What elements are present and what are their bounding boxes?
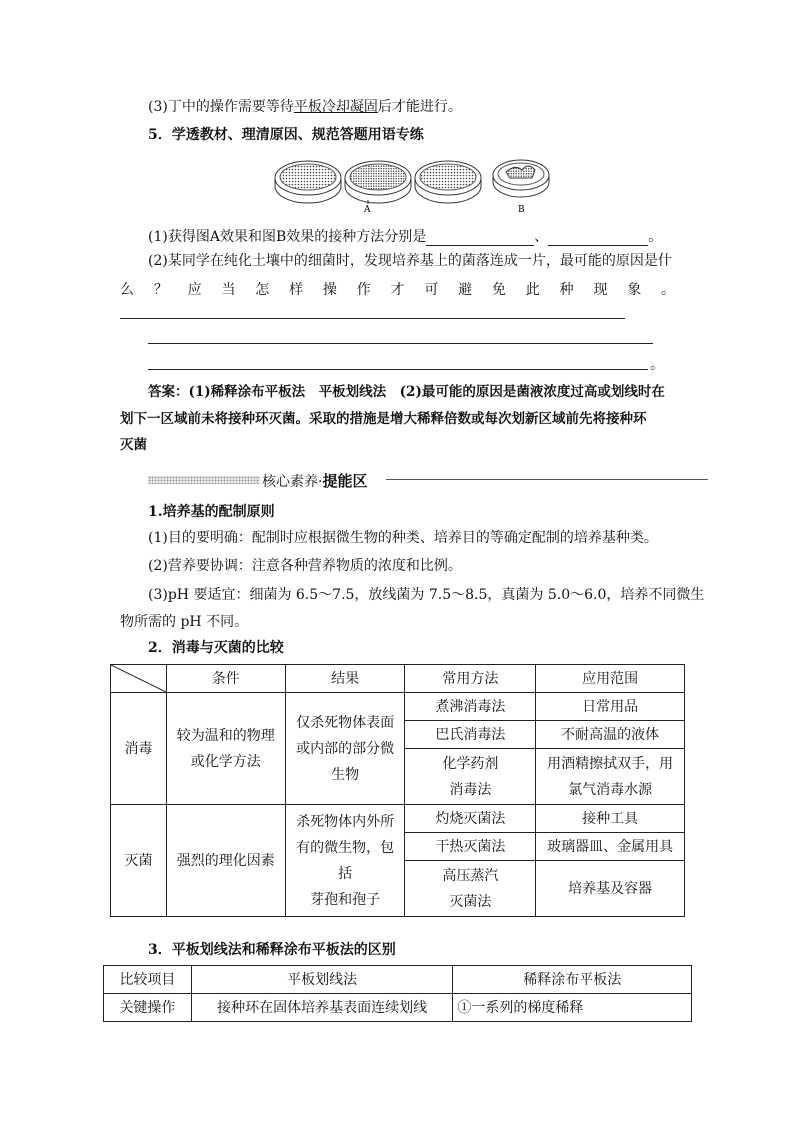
q5-2-char: 怎 [255,282,270,298]
q5-2-char: 现 [593,282,608,298]
answer-line3: 灭菌 [120,437,147,453]
item3-prefix: (3)丁中的操作需要等待 [148,99,294,115]
core-header-dot: · [318,474,323,490]
petri-dish-a3 [415,161,481,203]
header-dots-decoration [148,476,260,484]
row-label-sterilize: 灭菌 [111,805,167,917]
use-cell: 接种工具 [536,805,685,833]
table-header-row [104,966,692,994]
method-cell: 巴氏消毒法 [405,721,536,749]
q5-2-char: 操 [322,282,337,298]
p3-title: 3．平板划线法和稀释涂布平板法的区别 [148,942,396,958]
table-header-cell: 应用范围 [536,665,685,693]
table-header-cell: 常用方法 [405,665,536,693]
table-cell: 接种环在固体培养基表面连续划线 [191,994,453,1022]
q5-2-char: 作 [356,282,371,298]
q5-2-char: ？ [153,282,168,298]
header-rule [386,479,708,480]
disinfect-result [285,693,405,805]
q5-2-char: 应 [187,282,202,298]
q5-title: 5．学透教材、理清原因、规范答题用语专练 [148,127,424,143]
core-header [262,470,367,491]
cell-text: 用酒精擦拭双手，用 [547,755,674,772]
q5-2-char: 样 [289,282,304,298]
p2-title: 2．消毒与灭菌的比较 [148,640,284,656]
q5-1-text: (1)获得图A效果和图B效果的接种方法分别是 [148,229,427,245]
p1-c2: 物所需的 pH 不同。 [120,614,249,630]
table-row [104,994,692,1022]
table-header-row [111,665,685,693]
disinfection-sterilization-table [110,664,685,917]
table-header-cell: 比较项目 [104,966,192,994]
disinfect-condition [166,693,285,805]
core-header-normal: 核心素养 [262,474,318,490]
q5-2-char: 免 [491,282,506,298]
answer-blank-1[interactable] [426,229,534,246]
use-cell: 培养基及容器 [536,861,685,917]
item3-suffix: 后才能进行。 [377,99,462,115]
use-cell: 日常用品 [536,693,685,721]
plating-methods-table [103,965,692,1022]
cell-text: 仅杀死物体表面 [296,714,395,731]
q5-2-char: 避 [458,282,473,298]
answer-line-1[interactable] [120,318,625,319]
core-header-bold: 提能区 [322,472,368,490]
q5-2-char: 此 [525,282,540,298]
table-header-cell: 稀释涂布平板法 [453,966,692,994]
q5-1 [148,226,662,246]
sterilize-condition: 强烈的理化因素 [166,805,285,917]
item3-line [148,96,462,116]
use-cell [536,749,685,805]
petri-dish-a2 [345,161,411,203]
table-header-cell: 条件 [166,665,285,693]
table-row [111,805,685,833]
table-header-cell: 结果 [285,665,405,693]
q5-1-sep: 、 [534,229,549,245]
fig-label-b: B [518,205,525,215]
method-cell: 灼烧灭菌法 [405,805,536,833]
petri-dish-a1 [275,161,341,203]
answer-blank-2[interactable] [548,229,648,246]
answer-line-end: 。 [650,357,664,373]
q5-1-end: 。 [648,229,663,245]
q5-2-char: 么 [120,282,134,298]
cell-text: 生物 [331,766,360,783]
answer-line1: 答案：(1)稀释涂布平板法 平板划线法 (2)最可能的原因是菌液浓度过高或划线时在 [148,384,665,400]
fig-label-a: A [364,205,371,215]
q5-2-line1: (2)某同学在纯化土壤中的细菌时，发现培养基上的菌落连成一片，最可能的原因是什 [148,253,672,269]
answer-line2: 划下一区域前未将接种环灭菌。采取的措施是增大稀释倍数或每次划新区域前先将接种环 [120,411,647,427]
sterilize-result [285,805,405,917]
use-cell: 玻璃器皿、金属用具 [536,833,685,861]
q5-2-char: 才 [390,282,405,298]
cell-text: 消毒法 [449,781,492,798]
diagonal-corner-cell [111,665,167,693]
table-row [111,693,685,721]
cell-text: 高压蒸汽 [442,867,499,884]
item3-underlined: 平板冷却凝固 [293,99,378,115]
method-cell: 煮沸消毒法 [405,693,536,721]
cell-text: 有的微生物，包括 [296,839,395,882]
p1-c1: (3)pH 要适宜：细菌为 6.5～7.5，放线菌为 7.5～8.5，真菌为 5.0～6.0，培养不同微生 [148,587,705,603]
table-header-cell: 平板划线法 [191,966,453,994]
p1-title: 1.培养基的配制原则 [148,504,275,520]
answer-line-2[interactable] [148,343,653,344]
q5-2-char: 象 [627,282,642,298]
method-cell [405,749,536,805]
cell-text: 氯气消毒水源 [568,781,653,798]
row-label-disinfect: 消毒 [111,693,167,805]
petri-dish-figure [270,150,560,220]
q5-2-char: 。 [661,282,675,298]
cell-text: 或化学方法 [190,753,261,770]
cell-text: 或内部的部分微 [296,740,395,757]
q5-2-line2 [120,279,675,299]
petri-dish-b [493,160,549,197]
cell-text: 杀死物体内外所 [296,813,395,830]
cell-text: 化学药剂 [442,755,499,772]
method-cell [405,861,536,917]
q5-2-char: 种 [559,282,574,298]
method-cell: 干热灭菌法 [405,833,536,861]
q5-2-char: 可 [424,282,439,298]
p1-b: (2)营养要协调：注意各种营养物质的浓度和比例。 [148,558,462,574]
table-cell: ①一系列的梯度稀释 [453,994,692,1022]
answer-line-3[interactable] [148,369,648,370]
p1-a: (1)目的要明确：配制时应根据微生物的种类、培养目的等确定配制的培养基种类。 [148,530,658,546]
table-cell: 关键操作 [104,994,192,1022]
cell-text: 较为温和的物理 [176,727,275,744]
q5-2-char: 当 [221,282,236,298]
use-cell: 不耐高温的液体 [536,721,685,749]
cell-text: 芽孢和孢子 [310,891,381,908]
cell-text: 灭菌法 [449,893,492,910]
